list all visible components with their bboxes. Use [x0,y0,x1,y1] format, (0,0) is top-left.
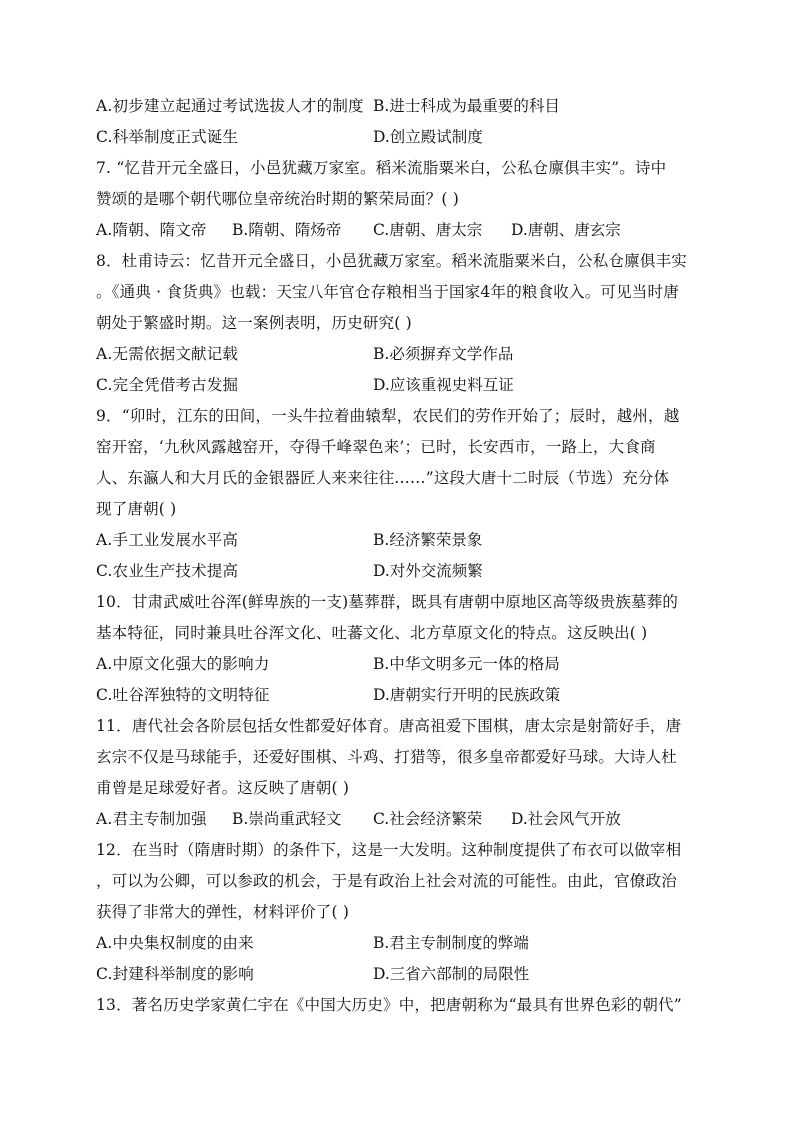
question-11-line-3: 甫曾是足球爱好者。这反映了唐朝( ) [96,779,350,797]
option-d: D.创立殿试制度 [373,128,483,146]
question-9-line-1: 9．“卯时，江东的田间，一头牛拉着曲辕犁，农民们的劳作开始了；辰时，越州，越 [96,407,680,425]
option-a: A.隋朝、隋文帝 [96,221,207,239]
option-b: B.必须摒弃文学作品 [373,345,514,363]
option-a: A.中原文化强大的影响力 [96,655,270,673]
question-10-line-2: 基本特征，同时兼具吐谷浑文化、吐蕃文化、北方草原文化的特点。这反映出( ) [96,624,648,642]
option-b: B.经济繁荣景象 [373,531,483,549]
option-c: C.吐谷浑独特的文明特征 [96,686,270,704]
option-a: A.中央集权制度的由来 [96,934,254,952]
option-d: D.对外交流频繁 [373,562,483,580]
option-d: D.唐朝、唐玄宗 [511,221,621,239]
question-9-line-2: 窑开窑，‘九秋风露越窑开，夺得千峰翠色来’；已时，长安西市，一路上，大食商 [96,438,656,456]
option-a: A.君主专制加强 [96,810,207,828]
option-d: D.三省六部制的局限性 [373,965,530,983]
question-13-line-1: 13．著名历史学家黄仁宇在《中国大历史》中，把唐朝称为“最具有世界色彩的朝代” [96,996,682,1014]
question-8-line-2: 。《通典 · 食货典》也载：天宝八年官仓存粮相当于国家4年的粮食收入。可见当时唐 [96,283,679,301]
option-c: C.农业生产技术提高 [96,562,239,580]
option-d: D.应该重视史料互证 [373,376,514,394]
option-b: B.隋朝、隋炀帝 [232,221,342,239]
question-12-line-1: 12．在当时（隋唐时期）的条件下，这是一大发明。这种制度提供了布衣可以做宰相 [96,841,682,859]
question-7-line-2: 赞颂的是哪个朝代哪位皇帝统治时期的繁荣局面？( ) [96,190,460,208]
question-9-line-3: 人、东瀛人和大月氏的金银器匠人来来往往……”这段大唐十二时辰（节选）充分体 [96,469,670,487]
option-b: B.中华文明多元一体的格局 [373,655,560,673]
option-d: D.唐朝实行开明的民族政策 [373,686,561,704]
option-b: B.进士科成为最重要的科目 [373,97,560,115]
option-b: B.君主专制制度的弊端 [373,934,529,952]
option-c: C.科举制度正式诞生 [96,128,239,146]
option-c: C.完全凭借考古发掘 [96,376,239,394]
option-a: A.初步建立起通过考试选拔人才的制度 [96,97,364,115]
option-b: B.崇尚重武轻文 [232,810,342,828]
option-d: D.社会风气开放 [511,810,621,828]
option-c: C.唐朝、唐太宗 [373,221,483,239]
option-a: A.无需依据文献记载 [96,345,239,363]
question-7-line-1: 7. “忆昔开元全盛日，小邑犹藏万家室。稻米流脂粟米白，公私仓廪俱丰实”。诗中 [96,159,667,177]
question-8-line-1: 8．杜甫诗云：忆昔开元全盛日，小邑犹藏万家室。稻米流脂粟米白，公私仓廪俱丰实 [96,252,687,270]
question-9-line-4: 现了唐朝( ) [96,500,177,518]
question-11-line-2: 玄宗不仅是马球能手，还爱好围棋、斗鸡、打猎等，很多皇帝都爱好马球。大诗人杜 [96,748,677,766]
question-10-line-1: 10．甘肃武威吐谷浑(鲜卑族的一支)墓葬群，既具有唐朝中原地区高等级贵族墓葬的 [96,593,679,611]
question-12-line-3: 获得了非常大的弹性，材料评价了( ) [96,903,350,921]
option-c: C.封建科举制度的影响 [96,965,254,983]
question-11-line-1: 11．唐代社会各阶层包括女性都爱好体育。唐高祖爱下围棋，唐太宗是射箭好手，唐 [96,717,682,735]
option-a: A.手工业发展水平高 [96,531,239,549]
question-12-line-2: ，可以为公卿，可以参政的机会，于是有政治上社会对流的可能性。由此，官僚政治 [96,872,677,890]
question-8-line-3: 朝处于繁盛时期。这一案例表明，历史研究( ) [96,314,412,332]
option-c: C.社会经济繁荣 [373,810,483,828]
